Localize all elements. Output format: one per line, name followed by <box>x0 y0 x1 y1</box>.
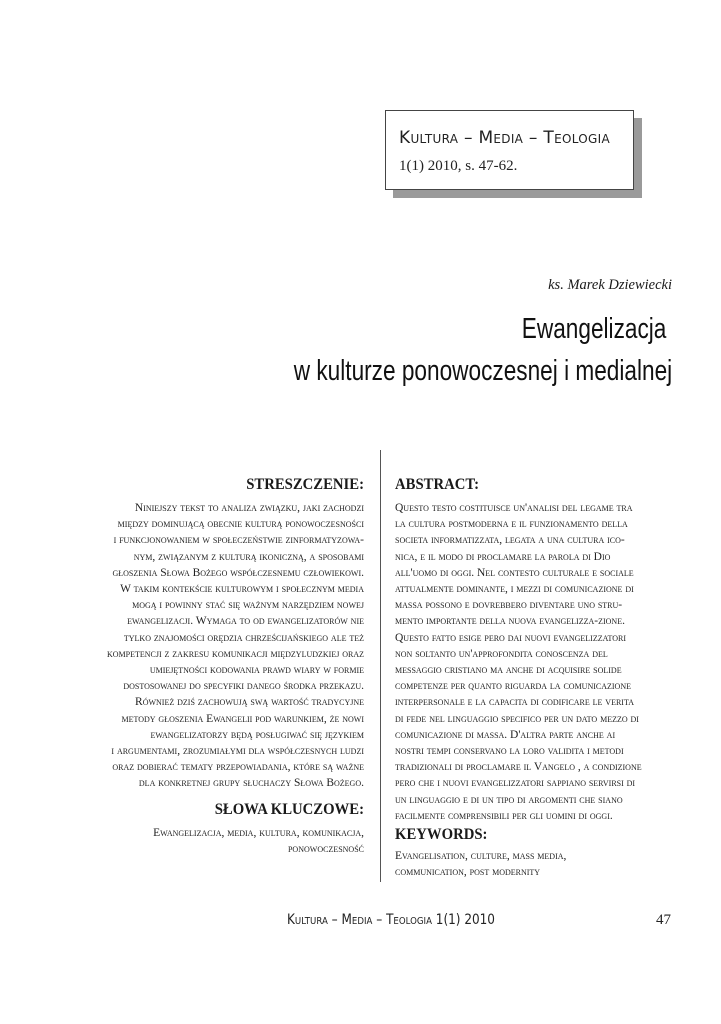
abstract-line: la cultura postmoderna e il funzionamento della <box>395 518 628 531</box>
abstract-line: massa possono e dovrebbero diventare uno stru- <box>395 599 623 612</box>
abstract-text <box>395 500 675 824</box>
slowa-kluczowe-heading: SŁOWA KLUCZOWE: <box>214 801 364 818</box>
streszczenie-line: głoszenia Słowa Bożego współczesnemu człowiekowi. <box>112 566 364 579</box>
keywords-line: communication, post modernity <box>395 866 541 879</box>
streszczenie-line: nym, związanym z kulturą ikoniczną, a sposobami <box>133 550 364 563</box>
streszczenie-line: metody głoszenia Ewangelii pod warunkiem, że nowi <box>121 712 364 725</box>
streszczenie-line: W takim kontekście kulturowym i społecznym media <box>120 583 364 596</box>
abstract-line: Questo fatto esige pero dai nuovi evangelizzatori <box>395 631 627 644</box>
streszczenie-line: umiejętności kodowania prawd wiary w formie <box>149 664 364 677</box>
abstract-line: societa informatizzata, legata a una cultura ico- <box>395 534 625 547</box>
abstract-line: nica, e il modo di proclamare la parola di Dio <box>395 550 611 563</box>
abstract-line: tradizionali di proclamare il Vangelo , a condizione <box>395 761 642 774</box>
abstract-section <box>395 476 675 824</box>
abstract-line: attualmente dominante, i mezzi di comunicazione di <box>395 583 634 596</box>
streszczenie-text <box>98 500 364 792</box>
slowa-kluczowe-line: Ewangelizacja, media, kultura, komunikacja, <box>153 827 364 839</box>
streszczenie-line: mogą i powinny stać się ważnym narzędziem nowej <box>132 599 364 612</box>
streszczenie-line: między dominującą obecnie kulturą ponowoczesności <box>117 518 364 531</box>
keywords-text <box>395 848 675 880</box>
journal-issue: 1(1) 2010, s. 47-62. <box>399 158 518 174</box>
streszczenie-line: Również dziś zachowują swą wartość tradycyjne <box>135 696 364 709</box>
keywords-line: Evangelisation, culture, mass media, <box>395 850 567 862</box>
abstract-line: Questo testo costituisce un'analisi del legame tra <box>395 502 633 514</box>
abstract-line: messaggio cristiano ma anche di acquisire solide <box>395 664 622 677</box>
streszczenie-line: dostosowanej do specyfiki danego środka przekazu. <box>123 680 364 693</box>
abstract-line: di fede nel linguaggio specifico per un dato mezzo di <box>395 712 639 725</box>
abstract-line: un linguaggio e di un tipo di argomenti che siano <box>395 793 623 806</box>
streszczenie-line: i funkcjonowaniem w społeczeństwie zinformatyzowa- <box>113 534 364 547</box>
abstract-line: mento importante della nuova evangelizza-zione. <box>395 615 625 628</box>
footer-journal-title: Kultura – Media – Teologia 1(1) 2010 <box>287 912 495 928</box>
article-title-line-2: w kulturze ponowoczesnej i medialnej <box>293 355 672 387</box>
keywords-section <box>395 826 675 880</box>
abstract-heading: ABSTRACT: <box>395 476 479 493</box>
streszczenie-heading: STRESZCZENIE: <box>246 476 364 493</box>
slowa-kluczowe-text <box>98 825 364 857</box>
abstract-line: nostri tempi conservano la loro validita i metodi <box>395 745 624 758</box>
article-title-line-1: Ewangelizacja <box>521 313 666 345</box>
streszczenie-line: ewangelizacji. Wymaga to od ewangelizatorów nie <box>127 615 364 628</box>
page-footer <box>0 912 721 932</box>
abstract-line: interpersonale e la capacita di codificare le verita <box>395 696 634 709</box>
slowa-kluczowe-section <box>98 801 364 857</box>
abstract-line: pero che i nuovi evangelizzatori sappiano servirsi di <box>395 777 636 790</box>
streszczenie-line: ewangelizatorzy będą posługiwać się językiem <box>150 728 364 741</box>
journal-title: Kultura – Media – Teologia <box>399 128 610 148</box>
column-divider <box>380 450 381 882</box>
streszczenie-line: oraz dobierać tematy przepowiadania, które są ważne <box>112 761 364 774</box>
slowa-kluczowe-line: ponowoczesność <box>287 843 364 856</box>
streszczenie-line: dla konkretnej grupy słuchaczy Słowa Bożego. <box>138 777 364 790</box>
journal-info-box <box>385 110 634 190</box>
abstract-line: non soltanto un'approfondita conoscenza del <box>395 647 608 660</box>
page-number: 47 <box>656 912 671 928</box>
keywords-heading: KEYWORDS: <box>395 826 488 843</box>
streszczenie-line: kompetencji z zakresu komunikacji międzyludzkiej oraz <box>106 647 364 660</box>
streszczenie-line: i argumentami, zrozumiałymi dla współczesnych ludzi <box>111 745 364 758</box>
abstract-line: comunicazione di massa. D'altra parte anche ai <box>395 728 616 741</box>
author-name: ks. Marek Dziewiecki <box>548 277 672 293</box>
streszczenie-section <box>98 476 364 792</box>
streszczenie-line: tylko znajomości orędzia chrześcijańskiego ale też <box>123 631 364 644</box>
abstract-line: all'uomo di oggi. Nel contesto culturale e sociale <box>395 566 634 579</box>
abstract-line: facilmente comprensibili per gli uomini di oggi. <box>395 809 613 822</box>
abstract-line: competenze per quanto riguarda la comunicazione <box>395 680 631 693</box>
streszczenie-line: Niniejszy tekst to analiza związku, jaki zachodzi <box>134 502 364 514</box>
